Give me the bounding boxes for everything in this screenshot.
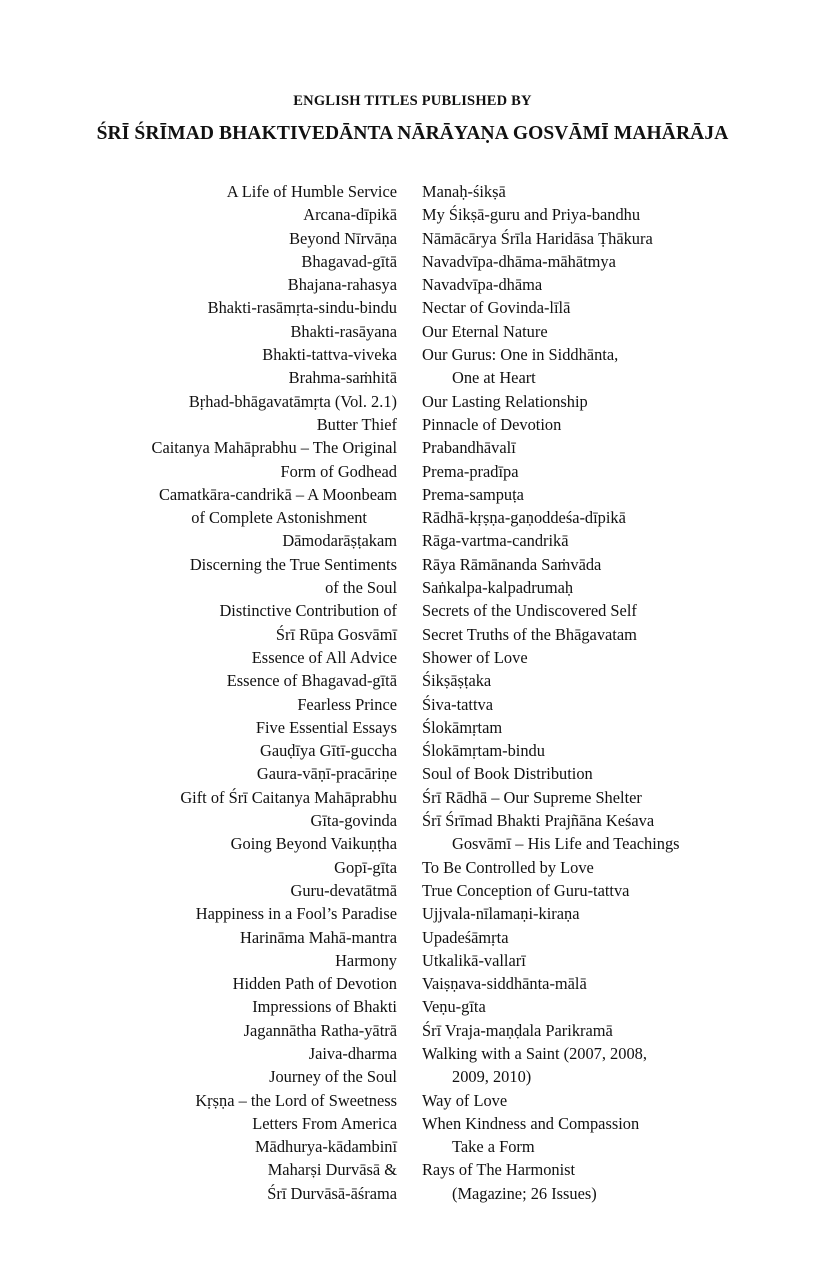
book-title-text: Harināma Mahā-mantra bbox=[240, 927, 397, 947]
book-title-text: Dāmodarāṣṭakam bbox=[282, 531, 397, 551]
book-title-text: Bhakti-rasāmṛta-sindu-bindu bbox=[207, 298, 397, 318]
book-title-item bbox=[152, 273, 397, 296]
book-title-item bbox=[152, 413, 397, 436]
book-title-continuation: Śrī Durvāsā-āśrama bbox=[267, 1183, 397, 1203]
book-title-item bbox=[152, 227, 397, 250]
book-title-text: To Be Controlled by Love bbox=[422, 857, 594, 877]
book-title-item bbox=[422, 483, 680, 506]
book-title-item bbox=[422, 623, 680, 646]
book-title-text: My Śikṣā-guru and Priya-bandhu bbox=[422, 205, 641, 225]
book-title-item bbox=[152, 1089, 397, 1112]
book-title-item bbox=[422, 1019, 680, 1042]
book-title-text: Five Essential Essays bbox=[255, 717, 397, 737]
book-title-text: Prema-pradīpa bbox=[422, 461, 519, 481]
book-title-text: Upadeśāmṛta bbox=[422, 927, 509, 947]
book-title-item bbox=[152, 296, 397, 319]
book-title-item bbox=[152, 902, 397, 925]
book-title-text: Happiness in a Fool’s Paradise bbox=[195, 904, 397, 924]
book-title-item bbox=[152, 879, 397, 902]
book-title-item bbox=[422, 460, 680, 483]
book-title-text: Bhakti-rasāyana bbox=[290, 321, 397, 341]
book-title-text: Śiva-tattva bbox=[422, 694, 494, 714]
book-title-text: A Life of Humble Service bbox=[226, 182, 397, 201]
book-title-item bbox=[422, 576, 680, 599]
book-title-text: Soul of Book Distribution bbox=[422, 764, 593, 784]
book-title-item bbox=[152, 646, 397, 669]
book-title-text: Mādhurya-kādambinī bbox=[254, 1137, 397, 1157]
book-title-item bbox=[152, 366, 397, 389]
book-title-text: Śrī Vraja-maṇḍala Parikramā bbox=[422, 1020, 613, 1040]
book-title-item bbox=[422, 343, 680, 390]
book-title-item bbox=[152, 693, 397, 716]
book-title-item bbox=[422, 1112, 680, 1159]
book-title-text: Brahma-saṁhitā bbox=[288, 368, 397, 388]
book-title-text: Shower of Love bbox=[422, 647, 528, 667]
book-title-text: Prema-sampuṭa bbox=[422, 484, 524, 504]
book-title-text: Rāya Rāmānanda Saṁvāda bbox=[422, 554, 602, 574]
book-title-item bbox=[422, 762, 680, 785]
book-title-item bbox=[422, 227, 680, 250]
book-title-item bbox=[422, 879, 680, 902]
book-title-item bbox=[422, 390, 680, 413]
book-title-text: Jaiva-dharma bbox=[308, 1043, 397, 1063]
book-title-text: Śrī Śrīmad Bhakti Prajñāna Keśava bbox=[422, 811, 655, 831]
book-title-text: Essence of Bhagavad-gītā bbox=[226, 671, 397, 691]
book-title-text: Navadvīpa-dhāma-māhātmya bbox=[422, 251, 616, 271]
book-title-text: Navadvīpa-dhāma bbox=[422, 275, 543, 295]
book-title-text: Śikṣāṣṭaka bbox=[422, 671, 492, 691]
book-title-text: Arcana-dīpikā bbox=[303, 205, 397, 225]
book-title-continuation: of the Soul bbox=[325, 578, 397, 598]
book-title-item bbox=[152, 716, 397, 739]
book-title-item bbox=[152, 832, 397, 855]
book-title-item bbox=[152, 203, 397, 226]
book-title-item bbox=[422, 926, 680, 949]
book-title-text: Vaiṣṇava-siddhānta-mālā bbox=[422, 974, 587, 994]
book-title-item bbox=[152, 1112, 397, 1135]
book-title-text: Caitanya Mahāprabhu – The Original bbox=[151, 438, 397, 458]
book-title-item bbox=[152, 1065, 397, 1088]
book-title-text: Ślokāmṛtam-bindu bbox=[422, 741, 545, 761]
book-title-continuation: (Magazine; 26 Issues) bbox=[452, 1183, 597, 1203]
book-title-text: Utkalikā-vallarī bbox=[422, 950, 526, 970]
book-title-item bbox=[422, 809, 680, 856]
titles-list-left bbox=[152, 180, 397, 1205]
book-title-item bbox=[152, 1158, 397, 1205]
book-title-text: Distinctive Contribution of bbox=[219, 601, 397, 621]
book-title-item bbox=[152, 856, 397, 879]
book-title-text: Bhakti-tattva-viveka bbox=[262, 345, 397, 365]
book-title-item bbox=[422, 646, 680, 669]
book-title-text: Nectar of Govinda-līlā bbox=[422, 298, 571, 318]
book-title-item bbox=[422, 1158, 680, 1205]
book-title-item bbox=[422, 856, 680, 879]
titles-list-right bbox=[422, 180, 680, 1205]
book-title-item bbox=[422, 553, 680, 576]
book-title-item bbox=[152, 1042, 397, 1065]
book-title-item bbox=[152, 390, 397, 413]
book-title-item bbox=[152, 553, 397, 600]
book-title-text: Ujjvala-nīlamaṇi-kiraṇa bbox=[422, 904, 580, 924]
book-title-text: Impressions of Bhakti bbox=[252, 997, 397, 1017]
book-title-text: Guru-devatātmā bbox=[290, 880, 397, 900]
book-title-item bbox=[422, 273, 680, 296]
book-title-text: Secret Truths of the Bhāgavatam bbox=[422, 624, 637, 644]
book-title-item bbox=[422, 716, 680, 739]
book-title-text: Rays of The Harmonist bbox=[422, 1160, 576, 1180]
book-title-item bbox=[422, 250, 680, 273]
book-title-item bbox=[152, 320, 397, 343]
book-title-item bbox=[152, 762, 397, 785]
book-title-item bbox=[422, 739, 680, 762]
book-title-item bbox=[422, 995, 680, 1018]
book-title-text: When Kindness and Compassion bbox=[422, 1113, 640, 1133]
book-title-text: Kṛṣṇa – the Lord of Sweetness bbox=[195, 1090, 397, 1110]
book-title-item bbox=[422, 949, 680, 972]
book-title-text: Gaura-vāṇī-pracāriṇe bbox=[256, 764, 397, 784]
book-title-text: Gift of Śrī Caitanya Mahāprabhu bbox=[180, 787, 397, 807]
book-title-item bbox=[422, 203, 680, 226]
book-title-text: Jagannātha Ratha-yātrā bbox=[243, 1020, 397, 1040]
book-title-text: Veṇu-gīta bbox=[422, 997, 486, 1017]
book-title-item bbox=[422, 599, 680, 622]
book-title-text: Saṅkalpa-kalpadrumaḥ bbox=[422, 578, 574, 598]
page-title: ŚRĪ ŚRĪMAD BHAKTIVEDĀNTA NĀRĀYAṆA GOSVĀMĪ MAHĀRĀJA bbox=[96, 123, 729, 144]
book-title-item bbox=[422, 180, 680, 203]
book-title-text: Beyond Nīrvāṇa bbox=[289, 228, 397, 248]
book-title-text: Our Eternal Nature bbox=[422, 321, 548, 341]
book-title-item bbox=[152, 343, 397, 366]
book-title-item bbox=[152, 972, 397, 995]
book-title-item bbox=[152, 669, 397, 692]
book-title-text: Camatkāra-candrikā – A Moonbeam bbox=[158, 484, 397, 504]
book-title-text: Harmony bbox=[335, 950, 397, 970]
book-title-text: Way of Love bbox=[422, 1090, 508, 1110]
book-title-continuation: Form of Godhead bbox=[280, 461, 397, 481]
book-title-item bbox=[152, 995, 397, 1018]
book-title-text: Prabandhāvalī bbox=[422, 438, 516, 458]
book-title-text: Going Beyond Vaikuṇṭha bbox=[230, 834, 397, 854]
book-title-item bbox=[152, 1135, 397, 1158]
book-title-text: Essence of All Advice bbox=[251, 647, 397, 667]
book-title-continuation: of Complete Astonishment bbox=[191, 508, 367, 528]
book-title-text: Our Gurus: One in Siddhānta, bbox=[422, 345, 619, 365]
book-title-item bbox=[422, 296, 680, 319]
book-title-item bbox=[422, 413, 680, 436]
book-title-item bbox=[152, 250, 397, 273]
book-title-item bbox=[152, 436, 397, 483]
book-title-item bbox=[152, 739, 397, 762]
book-title-text: Walking with a Saint (2007, 2008, bbox=[422, 1043, 647, 1063]
book-title-item bbox=[422, 693, 680, 716]
book-title-text: Bhagavad-gītā bbox=[301, 251, 397, 271]
book-title-item bbox=[152, 180, 397, 203]
book-title-text: Rāga-vartma-candrikā bbox=[422, 531, 569, 551]
book-title-text: Journey of the Soul bbox=[269, 1067, 397, 1087]
book-title-continuation: Take a Form bbox=[452, 1137, 535, 1157]
book-title-text: Bṛhad-bhāgavatāmṛta (Vol. 2.1) bbox=[188, 391, 397, 411]
book-title-continuation: Gosvāmī – His Life and Teachings bbox=[452, 834, 680, 854]
book-title-text: Hidden Path of Devotion bbox=[232, 974, 397, 994]
book-title-item bbox=[152, 926, 397, 949]
book-title-item bbox=[422, 972, 680, 995]
book-title-continuation: Śrī Rūpa Gosvāmī bbox=[275, 624, 397, 644]
book-title-text: Rādhā-kṛṣṇa-gaṇoddeśa-dīpikā bbox=[422, 508, 626, 528]
book-title-item bbox=[152, 786, 397, 809]
book-title-item bbox=[422, 786, 680, 809]
book-title-item bbox=[152, 483, 397, 530]
book-title-text: Discerning the True Sentiments bbox=[189, 554, 397, 574]
book-title-text: Secrets of the Undiscovered Self bbox=[422, 601, 637, 621]
book-title-text: Gīta-govinda bbox=[310, 811, 397, 831]
book-title-text: Fearless Prince bbox=[297, 694, 397, 714]
book-title-item bbox=[152, 529, 397, 552]
book-title-item bbox=[152, 949, 397, 972]
book-title-item bbox=[422, 436, 680, 459]
book-title-item bbox=[422, 506, 680, 529]
page-subtitle: ENGLISH TITLES PUBLISHED BY bbox=[293, 93, 532, 109]
book-title-item bbox=[422, 529, 680, 552]
book-title-text: Bhajana-rahasya bbox=[287, 275, 397, 295]
book-title-text: Maharṣi Durvāsā & bbox=[267, 1160, 397, 1180]
book-title-item bbox=[422, 1042, 680, 1089]
book-title-item bbox=[422, 1089, 680, 1112]
book-title-text: True Conception of Guru-tattva bbox=[422, 880, 630, 900]
book-title-text: Manaḥ-śikṣā bbox=[422, 182, 506, 201]
book-title-text: Gauḍīya Gītī-guccha bbox=[260, 741, 397, 761]
book-title-item bbox=[422, 320, 680, 343]
book-title-item bbox=[422, 902, 680, 925]
book-title-item bbox=[422, 669, 680, 692]
book-title-item bbox=[152, 599, 397, 646]
book-title-text: Letters From America bbox=[252, 1113, 397, 1133]
book-title-text: Ślokāmṛtam bbox=[422, 717, 503, 737]
book-title-continuation: 2009, 2010) bbox=[452, 1067, 532, 1087]
book-title-text: Gopī-gīta bbox=[334, 857, 397, 877]
book-title-item bbox=[152, 1019, 397, 1042]
book-title-item bbox=[152, 809, 397, 832]
book-title-text: Śrī Rādhā – Our Supreme Shelter bbox=[422, 787, 642, 807]
book-title-text: Pinnacle of Devotion bbox=[422, 414, 562, 434]
book-title-text: Nāmācārya Śrīla Haridāsa Ṭhākura bbox=[422, 228, 653, 248]
book-title-text: Butter Thief bbox=[316, 414, 397, 434]
book-title-continuation: One at Heart bbox=[452, 368, 536, 388]
book-title-text: Our Lasting Relationship bbox=[422, 391, 588, 411]
